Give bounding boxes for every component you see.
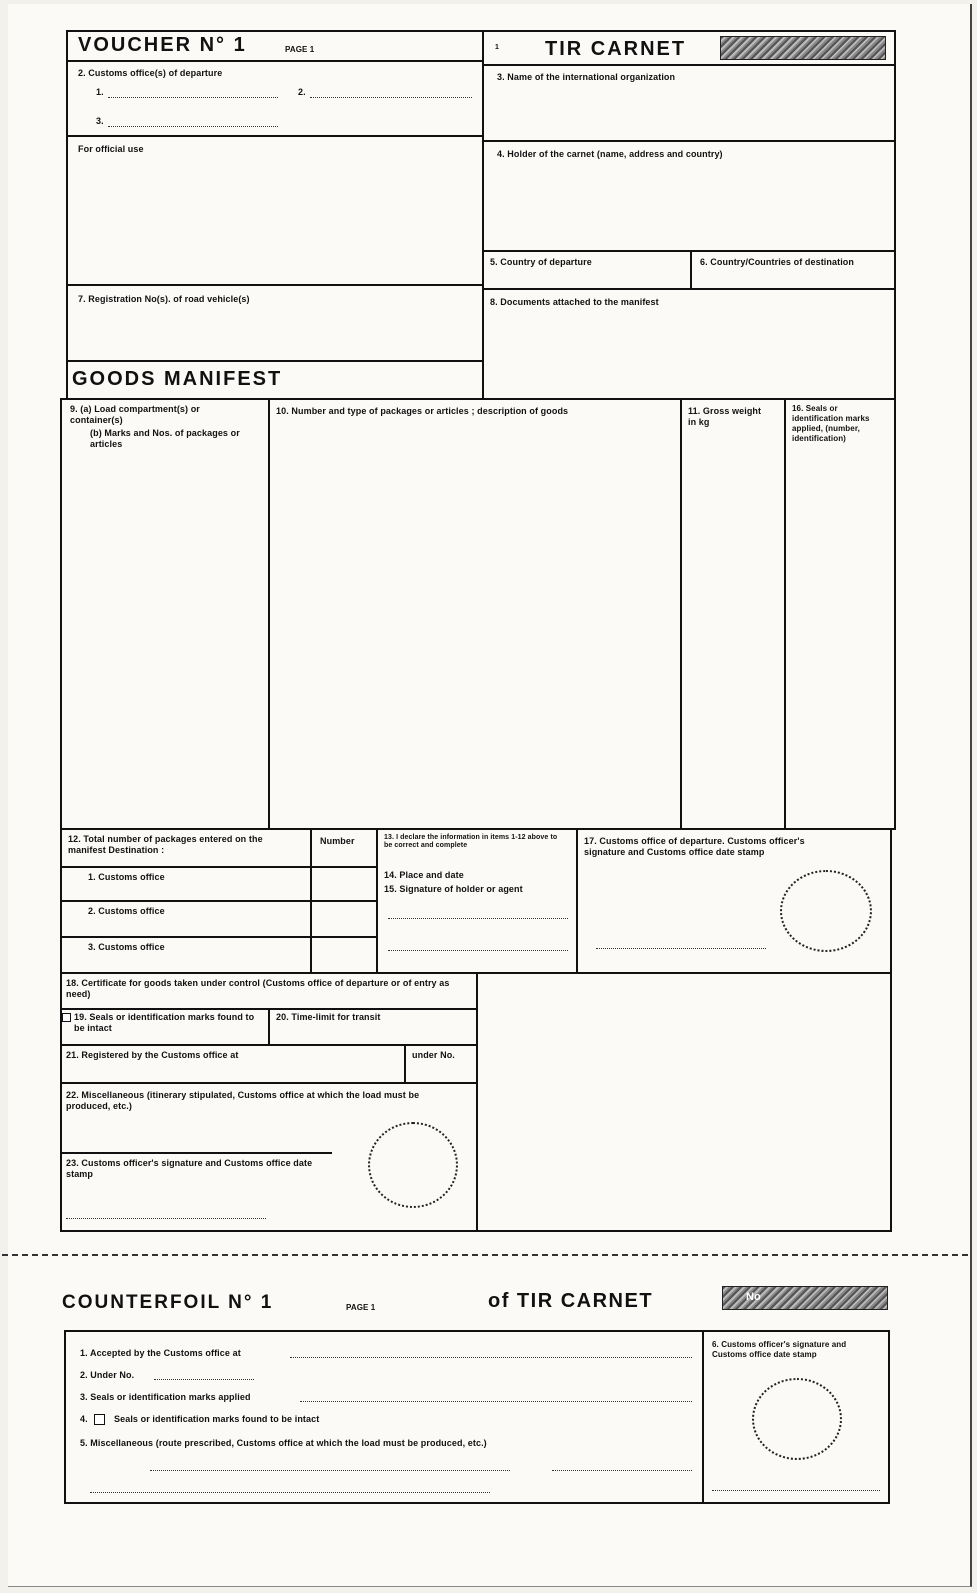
box2-line3-dots	[108, 126, 278, 127]
box15-dots-1	[388, 918, 568, 919]
rule	[60, 936, 376, 938]
box18-label: 18. Certificate for goods taken under control (Customs office of departure or of entry as need)	[66, 978, 450, 999]
box3-label: 3. Name of the international organization	[497, 72, 676, 82]
box17-dots	[596, 948, 766, 949]
tir-carnet-title: TIR CARNET	[545, 38, 687, 60]
box2-line1-dots	[108, 97, 278, 98]
counterfoil-carnet-no: No	[746, 1291, 761, 1303]
cf-item1-label: 1. Accepted by the Customs office at	[80, 1348, 241, 1358]
rule	[268, 398, 270, 830]
box8-label: 8. Documents attached to the manifest	[490, 297, 659, 307]
office1-label: 1. Customs office	[88, 872, 165, 882]
box4-label: 4. Holder of the carnet (name, address and country)	[497, 149, 723, 159]
goods-manifest-title: GOODS MANIFEST	[72, 368, 283, 390]
number-col-label: Number	[320, 836, 355, 846]
cf-item5-dots-1	[150, 1470, 510, 1471]
rule	[404, 1044, 406, 1082]
box1-marker: 1	[495, 44, 499, 51]
box2-label: 2. Customs office(s) of departure	[78, 68, 223, 78]
rule	[576, 828, 578, 974]
box9-label: 9. (a) Load compartment(s) or container(s)	[70, 404, 200, 425]
office2-label: 2. Customs office	[88, 906, 165, 916]
rule	[690, 250, 692, 288]
cf-item6-label: 6. Customs officer's signature and Customs office date stamp	[712, 1340, 847, 1359]
rule	[376, 828, 378, 974]
rule	[60, 1082, 478, 1084]
cf-item4-number: 4.	[80, 1414, 88, 1424]
counterfoil-carnet-title: of TIR CARNET	[488, 1290, 654, 1312]
box15-label: 15. Signature of holder or agent	[384, 884, 523, 894]
box5-label: 5. Country of departure	[490, 257, 592, 267]
box17-stamp-circle	[780, 870, 872, 952]
box11-label: 11. Gross weight in kg	[688, 406, 762, 427]
box2-line3: 3.	[96, 116, 104, 126]
box22-label: 22. Miscellaneous (itinerary stipulated, Customs office at which the load must be produced, etc.)	[66, 1090, 420, 1111]
counterfoil-title: COUNTERFOIL N° 1	[62, 1292, 274, 1313]
box2-line2-dots	[310, 97, 472, 98]
rule	[60, 1152, 332, 1154]
control-right	[476, 972, 892, 1232]
rule	[482, 140, 896, 142]
box20-label: 20. Time-limit for transit	[276, 1012, 381, 1022]
cf-item5-dots-2	[552, 1470, 692, 1471]
rule	[268, 1008, 270, 1044]
cf-item1-dots	[290, 1357, 692, 1358]
box2-line1: 1.	[96, 87, 104, 97]
official-use-label: For official use	[78, 144, 144, 154]
cf-item5-label: 5. Miscellaneous (route prescribed, Customs office at which the load must be produced, etc.)	[80, 1438, 487, 1448]
box12-label: 12. Total number of packages entered on the manifest Destination :	[68, 834, 263, 855]
rule	[60, 866, 376, 868]
box2-line2: 2.	[298, 87, 306, 97]
cf-item4-checkbox[interactable]	[94, 1414, 105, 1425]
box23-label: 23. Customs officer's signature and Customs office date stamp	[66, 1158, 313, 1179]
box16-label: 16. Seals or identification marks applied, (number, identification)	[792, 404, 870, 443]
cf-stamp-circle	[752, 1378, 842, 1460]
rule	[702, 1330, 704, 1504]
box6-label: 6. Country/Countries of destination	[700, 257, 855, 267]
box19-label: 19. Seals or identification marks found to be intact	[74, 1012, 255, 1033]
box23-stamp-circle	[368, 1122, 458, 1208]
rule	[66, 135, 484, 137]
rule	[482, 64, 896, 66]
rule	[66, 60, 484, 62]
rule	[60, 900, 376, 902]
cf-item2-dots	[154, 1379, 254, 1380]
voucher-page: PAGE 1	[285, 45, 315, 54]
rule	[482, 250, 896, 252]
rule	[680, 398, 682, 830]
cf-item6-dots	[712, 1490, 880, 1491]
box10-label: 10. Number and type of packages or articles ; description of goods	[276, 406, 569, 416]
cf-item5-dots-3	[90, 1492, 490, 1493]
office3-label: 3. Customs office	[88, 942, 165, 952]
cf-item2-label: 2. Under No.	[80, 1370, 135, 1380]
box14-label: 14. Place and date	[384, 870, 464, 880]
box7-label: 7. Registration No(s). of road vehicle(s)	[78, 294, 250, 304]
cf-item3-label: 3. Seals or identification marks applied	[80, 1392, 251, 1402]
box19-checkbox[interactable]	[62, 1013, 71, 1022]
box9b-label: (b) Marks and Nos. of packages or articles	[90, 428, 240, 449]
box23-dots	[66, 1218, 266, 1219]
manifest-grid	[60, 398, 896, 830]
voucher-right-top	[482, 30, 896, 400]
box21-label: 21. Registered by the Customs office at	[66, 1050, 239, 1060]
voucher-title: VOUCHER N° 1	[78, 34, 247, 56]
cf-item3-dots	[300, 1401, 692, 1402]
perforation-line	[2, 1254, 968, 1256]
counterfoil-page: PAGE 1	[346, 1303, 376, 1312]
cf-item4-label: Seals or identification marks found to be intact	[114, 1414, 320, 1424]
rule	[482, 288, 896, 290]
rule	[60, 1044, 478, 1046]
box17-label: 17. Customs office of departure. Customs officer's signature and Customs office date stamp	[584, 836, 805, 857]
carnet-number-box	[720, 36, 886, 60]
box15-dots-2	[388, 950, 568, 951]
rule	[784, 398, 786, 830]
box13-label: 13. I declare the information in items 1-12 above to be correct and complete	[384, 834, 558, 849]
under-no-label: under No.	[412, 1050, 455, 1060]
